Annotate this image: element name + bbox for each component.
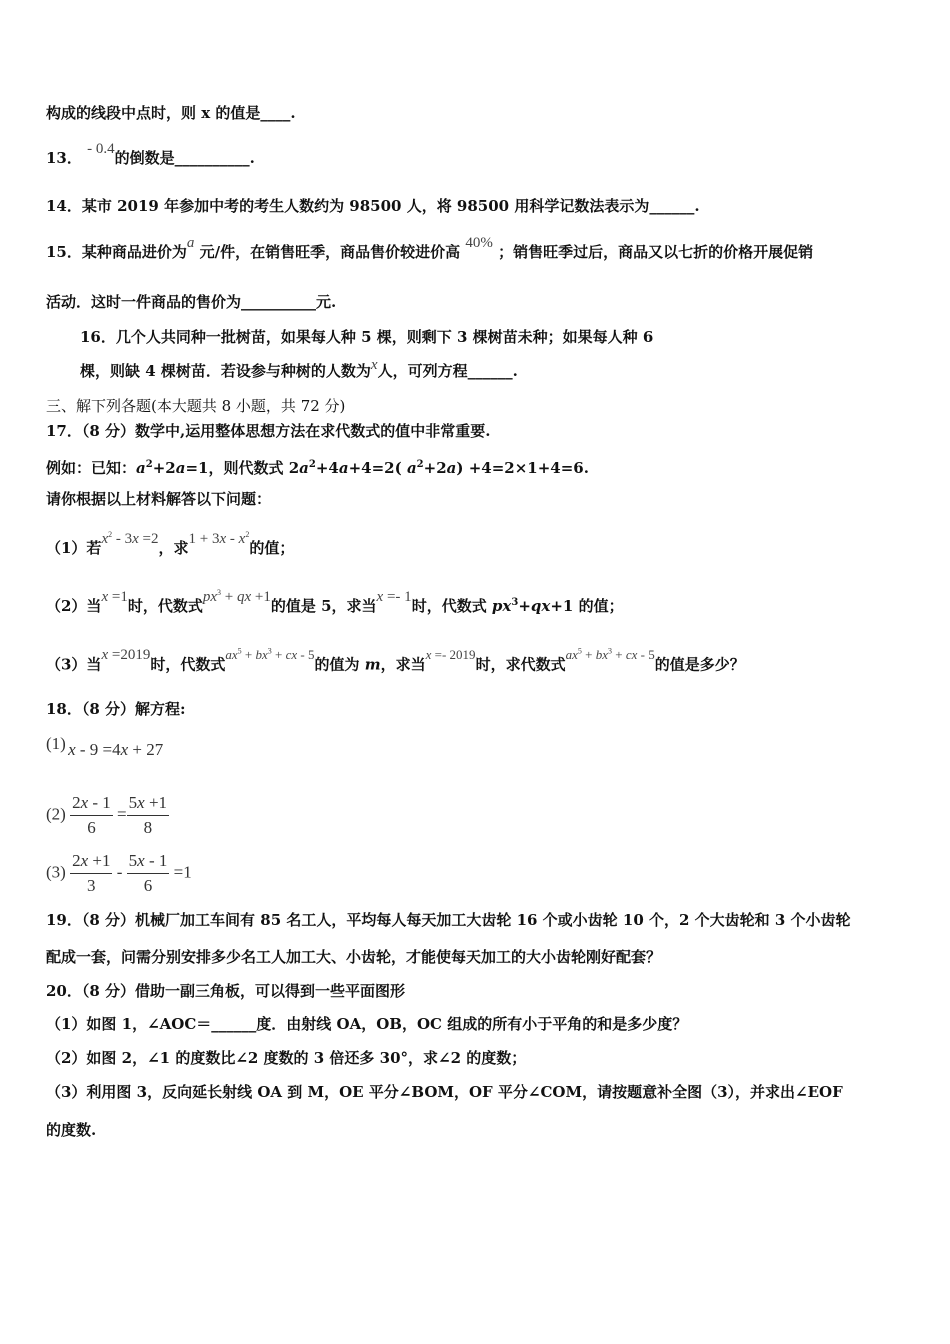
q13-text: 的倒数是__________.: [114, 149, 255, 167]
question-19-line2: 配成一套，问需分别安排多少名工人加工大、小齿轮，才能使每天加工的大小齿轮刚好配套？: [46, 948, 662, 966]
question-14: 14．某市 2019 年参加中考的考生人数约为 98500 人，将 98500 用科学记数法表示为______.: [46, 197, 700, 215]
q17-p2-text-a: （2）当: [46, 597, 102, 615]
q18-e2-rhs-fraction: $\frac{5x +1}{8}$: [128, 793, 168, 837]
q16-text-a: 棵，则缺 4 棵树苗．若设参与种树的人数为: [80, 362, 371, 380]
q17-p3-expression-2: $ax^5 + bx^3$ + cx - 5: [565, 647, 655, 663]
q17-p3-x-eq-neg2019: x =- 2019: [425, 647, 476, 663]
question-17-part1: [46, 530, 295, 559]
q17-p1-text-b: ，求: [158, 539, 189, 557]
question-17-example: 例如：已知：$a^2+2a=1$，则代数式 $2a^2+4a+4=2$( $a^2+2a) +4=2\times 1+4=6$.: [46, 459, 589, 477]
q17-p3-text-c: 的值为 m，求当: [314, 655, 426, 674]
q15-text-a: 15．某种商品进价为: [46, 243, 187, 261]
q18-e2-lhs-fraction: $\frac{2x - 1}{6}$: [72, 793, 111, 837]
q18-equation-3: (3) $\frac{2x +1}{3}$ - $\frac{5x - 1}{6}$ =1: [46, 851, 192, 895]
question-13: [46, 141, 255, 169]
question-17-prompt: 请你根据以上材料解答以下问题：: [46, 490, 272, 508]
q13-expression: - 0.4: [87, 141, 115, 157]
question-20-part3: （3）利用图 3，反向延长射线 OA 到 M，OE 平分∠BOM，OF 平分∠COM，请按题意补全图（3），并求出∠EOF: [46, 1083, 843, 1101]
q18-e2-label: (2): [46, 804, 66, 824]
q15-text-c: ；销售旺季过后，商品又以七折的价格开展促销: [498, 243, 814, 261]
q17-p1-text-a: （1）若: [46, 539, 102, 557]
q18-e3-fraction-1: $\frac{2x +1}{3}$: [72, 851, 111, 895]
q13-number: 13．: [46, 149, 82, 167]
q17-p1-expression: $1 + 3x - x^2$: [188, 530, 250, 547]
q18-equation-1: [46, 734, 165, 759]
q18-e1-label: (1): [46, 734, 66, 753]
q17-p2-text-b: 时，代数式: [127, 597, 203, 615]
q17-p3-x-eq-2019: x =2019: [101, 647, 151, 664]
question-15-line2: 活动．这时一件商品的售价为__________元.: [46, 293, 337, 311]
q18-e3-label: (3): [46, 862, 66, 882]
question-20-part2: （2）如图 2，∠1 的度数比∠2 度数的 3 倍还多 30°，求∠2 的度数；: [46, 1049, 527, 1067]
question-16-line1: 16．几个人共同种一批树苗，如果每人种 5 棵，则剩下 3 棵树苗未种；如果每人种 6: [80, 328, 654, 346]
question-20-title: 20．（8 分）借助一副三角板，可以得到一些平面图形: [46, 982, 406, 1000]
q15-var-a: a: [186, 235, 195, 251]
q18-e3-fraction-2: $\frac{5x - 1}{6}$: [128, 851, 168, 895]
section-3-heading: 三、解下列各题(本大题共 8 小题，共 72 分): [46, 397, 346, 415]
q17-p2-text-c: 的值是 5，求当: [270, 597, 377, 615]
question-19-line1: 19．（8 分）机械厂加工车间有 85 名工人，平均每人每天加工大齿轮 16 个或小齿轮 10 个，2 个大齿轮和 3 个小齿轮: [46, 911, 851, 929]
q17-p3-text-e: 的值是多少？: [654, 655, 745, 674]
q18-equation-2: (2) $\frac{2x - 1}{6}$ = $\frac{5x +1}{8}$: [46, 793, 168, 837]
q16-var-x: x: [370, 357, 378, 373]
q17-p3-text-d: 时，求代数式: [475, 655, 566, 674]
question-16-line2: [80, 357, 518, 382]
q17-p1-condition: $x^2 - 3x =2$: [101, 530, 159, 547]
q18-e1-body: x - 9 =4x + 27: [68, 740, 164, 759]
text-line-continuation: 构成的线段中点时，则 x 的值是____.: [46, 104, 296, 122]
q16-text-b: 人，可列方程______.: [377, 362, 518, 380]
question-18-title: 18．（8 分）解方程:: [46, 700, 186, 718]
q17-p2-x-eq-neg1: x =- 1: [376, 589, 412, 605]
question-17-part3: [46, 647, 745, 675]
question-20-part3-cont: 的度数.: [46, 1121, 97, 1139]
q17-p2-expression: $px^3$ + qx +1: [202, 588, 271, 605]
question-15: [46, 235, 814, 263]
q17-p3-text-b: 时，代数式: [150, 655, 226, 674]
q17-p3-expression-1: $ax^5 + bx^3$ + cx - 5: [225, 647, 315, 663]
q17-p2-text-d: 时，代数式 $px^3+qx+1$ 的值；: [411, 597, 624, 615]
question-17-part2: [46, 588, 624, 617]
q17-p1-text-c: 的值；: [249, 539, 295, 557]
q17-p3-text-a: （3）当: [46, 655, 102, 674]
q17-p2-x-eq-1: x =1: [101, 589, 128, 605]
question-17-title: 17．（8 分）数学中,运用整体思想方法在求代数式的值中非常重要.: [46, 422, 491, 440]
question-20-part1: （1）如图 1，∠AOC＝______度．由射线 OA，OB，OC 组成的所有小于平角的和是多少度？: [46, 1015, 688, 1033]
q15-percent: 40%: [465, 235, 493, 251]
q15-text-b: 元/件，在销售旺季，商品售价较进价高: [199, 243, 461, 261]
